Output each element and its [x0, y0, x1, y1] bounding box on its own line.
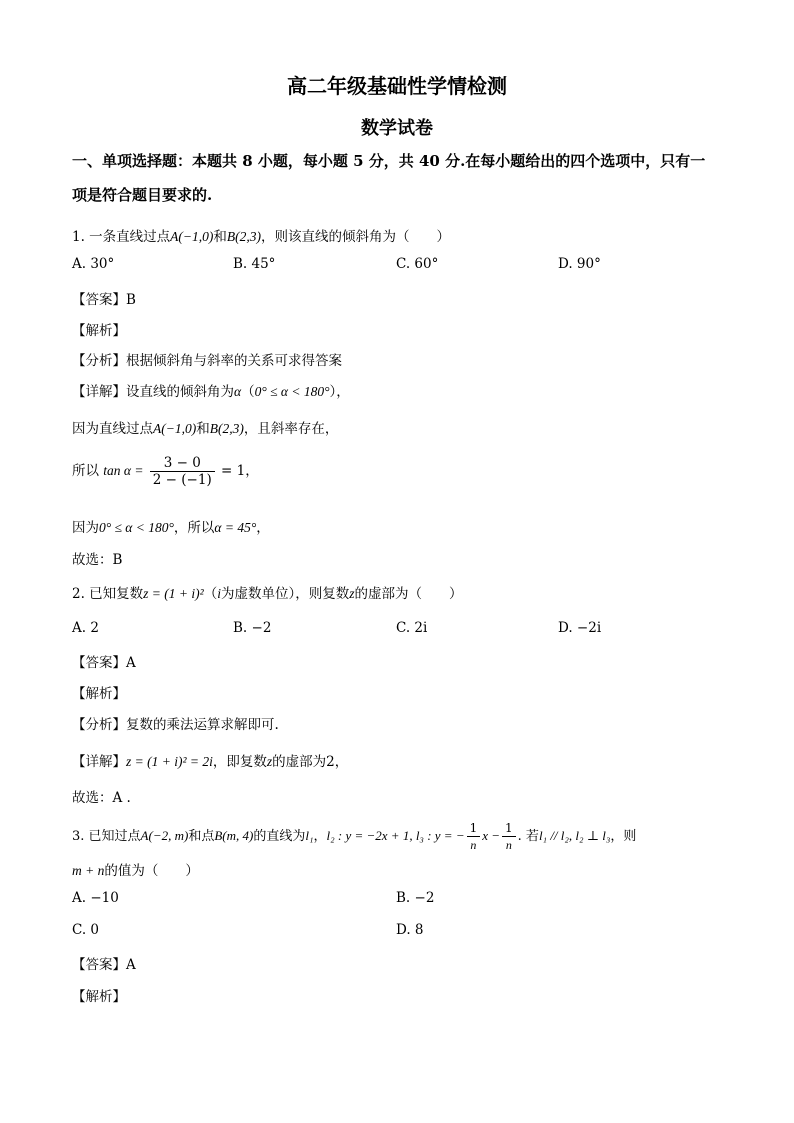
- q1-range: [72, 516, 270, 536]
- section-heading-line2: 项是符合题目要求的.: [72, 186, 213, 204]
- q2-detail: [72, 750, 348, 770]
- q2-stem-c: 为虚数单位），则复数: [220, 586, 350, 602]
- q2-option-b: B. −2: [233, 620, 272, 636]
- q3-stem-d: ，: [313, 829, 327, 844]
- q2-detail-z: z: [266, 754, 273, 769]
- q1-because-e: ，且斜率存在，: [243, 421, 339, 437]
- q1-because-a: 因为直线过点: [72, 421, 153, 437]
- q2-option-c: C. 2i: [396, 620, 428, 636]
- q1-so-eq: = 1: [221, 463, 246, 479]
- q2-fenxi: 【分析】复数的乘法运算求解即可.: [72, 717, 279, 733]
- q1-range-b: 0° ≤ α < 180°: [99, 520, 174, 535]
- q2-detail-b: ，即复数: [212, 754, 267, 770]
- q2-stem: [72, 582, 462, 602]
- q2-detail-d: ，: [334, 754, 349, 770]
- q1-point-b: B(2,3): [226, 229, 262, 244]
- q3-point-a: A(−2, m): [140, 828, 189, 843]
- q3-option-a: A. −10: [72, 890, 119, 906]
- q2-choose: 故选：A .: [72, 790, 131, 806]
- q1-so-end: ，: [245, 463, 259, 479]
- page-subtitle: 数学试卷: [361, 118, 433, 139]
- q2-stem-d: 的虚部为（ ）: [354, 586, 463, 602]
- q1-fraction-den: 2 − (−1): [152, 472, 212, 488]
- q1-stem: [72, 225, 450, 245]
- q1-because-c: 和: [196, 421, 210, 437]
- q2-detail-c: 的虚部为: [272, 754, 327, 770]
- q2-stem-a: 2. 已知复数: [72, 586, 144, 602]
- q1-analysis: 【解析】: [72, 323, 126, 339]
- q1-detail-e: ），: [329, 384, 350, 400]
- q3-stem-e: . 若: [517, 829, 539, 844]
- q1-option-a: A. 30°: [72, 256, 115, 272]
- q1-option-d: D. 90°: [558, 256, 601, 272]
- q3-stem-c: 的直线为: [253, 829, 306, 844]
- q1-stem-b: 和: [213, 229, 227, 245]
- q3-l1: l₁: [305, 828, 314, 843]
- q1-range-c: ，所以: [173, 520, 215, 536]
- q3-point-b: B(m, 4): [214, 828, 254, 843]
- q2-option-d: D. −2i: [558, 620, 602, 636]
- q1-detail-alpha: α: [234, 384, 242, 399]
- q3-condition: l₁ // l₂, l₂ ⊥ l₃: [538, 828, 611, 843]
- q1-fraction: [150, 455, 215, 488]
- q3-fraction-1: [467, 820, 481, 853]
- q3-option-d: D. 8: [396, 922, 424, 938]
- q3-x-mid: x −: [482, 828, 501, 843]
- q2-z: z: [349, 586, 355, 601]
- q3-answer: 【答案】A: [72, 957, 136, 973]
- q1-range-d: α = 45°: [214, 520, 257, 535]
- q3-l2eq: l₂ : y = −2x + 1, l₃ : y = −: [326, 828, 465, 843]
- q2-detail-a: 【详解】: [72, 754, 126, 770]
- q2-analysis: 【解析】: [72, 686, 126, 702]
- q3-analysis: 【解析】: [72, 989, 126, 1005]
- q3-line2-text: 的值为（ ）: [104, 863, 199, 879]
- q1-because-point-b: B(2,3): [209, 421, 244, 436]
- q3-fraction-2-den: n: [505, 838, 512, 852]
- q2-stem-b: （: [203, 586, 218, 602]
- q3-option-b: B. −2: [396, 890, 435, 906]
- q1-range-e: ，: [256, 520, 270, 536]
- q2-i-unit: i: [217, 586, 221, 601]
- q2-option-a: A. 2: [72, 620, 99, 636]
- q1-stem-c: ，则该直线的倾斜角为（ ）: [261, 229, 451, 245]
- q3-stem-line2: [72, 859, 199, 879]
- q3-fraction-2: [502, 820, 516, 853]
- q2-formula: z = (1 + i)²: [143, 586, 204, 601]
- q1-fenxi: 【分析】根据倾斜角与斜率的关系可求得答案: [72, 353, 342, 369]
- q3-fraction-2-num: 1: [502, 820, 516, 837]
- q1-detail: [72, 380, 350, 400]
- q1-detail-a: 【详解】设直线的倾斜角为: [72, 384, 234, 400]
- q1-because: [72, 417, 338, 437]
- section-heading-line1: 一、单项选择题：本题共 8 小题，每小题 5 分，共 40 分.在每小题给出的四个选项中，只有一: [72, 152, 706, 170]
- q1-choose: 故选：B: [72, 552, 123, 568]
- q3-fraction-1-den: n: [470, 838, 477, 852]
- q2-detail-val: 2: [326, 754, 335, 770]
- q1-detail-range: 0° ≤ α < 180°: [254, 384, 330, 399]
- q1-so: [72, 455, 259, 488]
- q1-stem-a: 1. 一条直线过点: [72, 229, 171, 245]
- q3-stem-b: 和点: [188, 829, 215, 844]
- q1-because-point-a: A(−1,0): [153, 421, 197, 436]
- q1-so-tan: tan α =: [103, 463, 144, 478]
- q3-fraction-1-num: 1: [467, 820, 481, 837]
- q1-answer: 【答案】B: [72, 292, 136, 308]
- q3-stem: [72, 820, 636, 853]
- q1-detail-c: （: [241, 384, 255, 400]
- q3-expr: m + n: [72, 863, 105, 878]
- q3-option-c: C. 0: [72, 922, 100, 938]
- q1-fraction-num: 3 − 0: [150, 455, 215, 472]
- q1-option-c: C. 60°: [396, 256, 439, 272]
- q3-stem-f: ，则: [610, 829, 637, 844]
- q1-option-b: B. 45°: [233, 256, 276, 272]
- q3-stem-a: 3. 已知过点: [72, 829, 141, 844]
- q1-point-a: A(−1,0): [170, 229, 214, 244]
- page-title: 高二年级基础性学情检测: [287, 74, 507, 98]
- q1-so-a: 所以: [72, 463, 99, 479]
- q2-answer: 【答案】A: [72, 655, 136, 671]
- q1-range-a: 因为: [72, 520, 99, 536]
- q2-detail-formula: z = (1 + i)² = 2i: [126, 754, 213, 769]
